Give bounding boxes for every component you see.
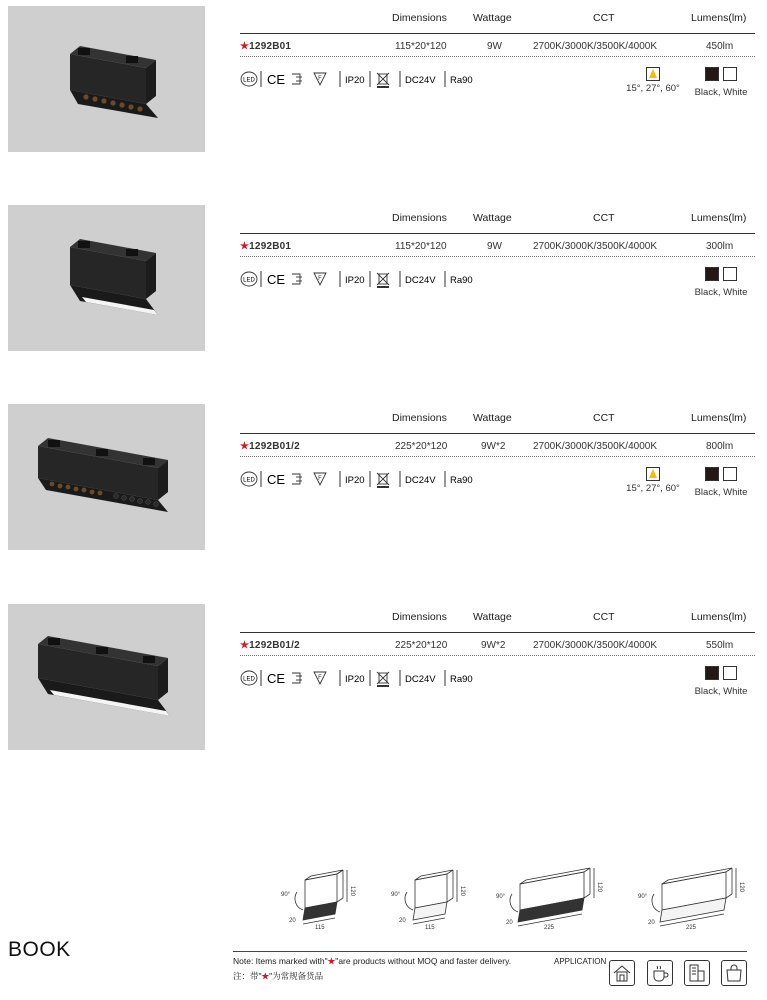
- voltage: DC24V: [405, 75, 436, 86]
- height-label: 120: [459, 886, 465, 897]
- office-icon: [684, 960, 710, 986]
- led-label: LED: [243, 77, 255, 84]
- led-icon: [241, 72, 257, 86]
- cri-rating: Ra90: [450, 475, 473, 486]
- angle-label: 90°: [496, 894, 506, 900]
- product-photo: [8, 205, 205, 351]
- white-swatch: [723, 267, 737, 281]
- width-label: 115: [425, 925, 435, 931]
- white-swatch: [723, 67, 737, 81]
- cert-row: [240, 468, 480, 490]
- header-lumens: Lumens(lm): [691, 412, 747, 424]
- color-options: [691, 467, 751, 498]
- ce-icon: CE: [267, 472, 286, 487]
- class-iii-icon: [292, 673, 302, 683]
- dimensions-value: 115*20*120: [395, 241, 447, 252]
- weee-bin-icon: [377, 473, 389, 487]
- header-cct: CCT: [593, 212, 615, 224]
- black-swatch: [705, 267, 719, 281]
- led-label: LED: [243, 676, 255, 683]
- black-swatch: [705, 666, 719, 680]
- led-label: LED: [243, 277, 255, 284]
- base-label: 20: [648, 920, 655, 926]
- cri-rating: Ra90: [450, 75, 473, 86]
- beam-angle-text: 15°, 27°, 60°: [626, 83, 680, 94]
- header-rule: [240, 233, 755, 234]
- star-icon: ★: [240, 441, 250, 452]
- angle-label: 90°: [638, 894, 648, 900]
- header-lumens: Lumens(lm): [691, 12, 747, 24]
- cert-row: [240, 667, 480, 689]
- spec-block-3: [240, 412, 755, 522]
- color-text: Black, White: [694, 686, 748, 697]
- black-swatch: [705, 67, 719, 81]
- wattage-value: 9W: [487, 41, 502, 52]
- beam-angle: [613, 467, 693, 494]
- star-icon: ★: [240, 640, 250, 651]
- cri-rating: Ra90: [450, 674, 473, 685]
- footer-note-cn: 注：带"★"为常规备货品: [233, 971, 324, 981]
- ip-rating: IP20: [345, 475, 365, 486]
- home-icon: [609, 960, 635, 986]
- spec-block-1: [240, 12, 755, 122]
- product-code: ★1292B01/2: [240, 640, 300, 651]
- product-code: ★1292B01: [240, 41, 292, 52]
- voltage: DC24V: [405, 674, 436, 685]
- dimensions-value: 225*20*120: [395, 640, 448, 651]
- dimension-diagram-4: [634, 862, 749, 932]
- color-text: Black, White: [694, 87, 748, 98]
- shop-icon: [721, 960, 747, 986]
- beam-angle-text: 15°, 27°, 60°: [626, 483, 680, 494]
- weee-bin-icon: [377, 73, 389, 87]
- svg-text:F: F: [318, 476, 322, 482]
- voltage: DC24V: [405, 475, 436, 486]
- lumens-value: 800lm: [706, 441, 734, 452]
- f-mark-icon: [314, 273, 326, 285]
- f-mark-icon: [314, 672, 326, 684]
- beam-angle-icon: [646, 467, 660, 481]
- wattage-value: 9W*2: [481, 441, 506, 452]
- header-wattage: Wattage: [473, 412, 512, 424]
- wattage-value: 9W*2: [481, 640, 506, 651]
- class-iii-icon: [292, 474, 302, 484]
- lumens-value: 450lm: [706, 41, 734, 52]
- lumens-value: 550lm: [706, 640, 734, 651]
- header-cct: CCT: [593, 412, 615, 424]
- led-icon: [241, 472, 257, 486]
- star-icon: ★: [240, 241, 250, 252]
- star-icon: ★: [327, 956, 336, 966]
- cct-value: 2700K/3000K/3500K/4000K: [533, 41, 657, 52]
- color-options: [691, 666, 751, 697]
- dotted-rule: [240, 256, 755, 257]
- color-text: Black, White: [694, 487, 748, 498]
- class-iii-icon: [292, 274, 302, 284]
- header-lumens: Lumens(lm): [691, 611, 747, 623]
- lumens-value: 300lm: [706, 241, 734, 252]
- ce-icon: CE: [267, 671, 286, 686]
- product-photo: [8, 6, 205, 152]
- angle-label: 90°: [281, 892, 291, 898]
- dimensions-value: 115*20*120: [395, 41, 447, 52]
- cct-value: 2700K/3000K/3500K/4000K: [533, 640, 657, 651]
- voltage: DC24V: [405, 275, 436, 286]
- header-dimensions: Dimensions: [392, 212, 447, 224]
- cert-row: [240, 268, 480, 290]
- color-text: Black, White: [694, 287, 748, 298]
- header-cct: CCT: [593, 12, 615, 24]
- svg-text:F: F: [318, 276, 322, 282]
- black-swatch: [705, 467, 719, 481]
- header-rule: [240, 632, 755, 633]
- ip-rating: IP20: [345, 674, 365, 685]
- application-label: APPLICATION: [554, 957, 607, 966]
- white-swatch: [723, 467, 737, 481]
- class-iii-icon: [292, 74, 302, 84]
- header-cct: CCT: [593, 611, 615, 623]
- height-label: 120: [349, 886, 355, 897]
- width-label: 115: [315, 925, 325, 931]
- svg-text:F: F: [318, 76, 322, 82]
- led-icon: [241, 272, 257, 286]
- product-photo: [8, 604, 205, 750]
- svg-text:F: F: [318, 675, 322, 681]
- color-options: [691, 67, 751, 98]
- header-wattage: Wattage: [473, 12, 512, 24]
- footer-note: Note: Items marked with"★"are products without MOQ and faster delivery.: [233, 956, 512, 966]
- coffee-icon: [647, 960, 673, 986]
- wattage-value: 9W: [487, 241, 502, 252]
- header-dimensions: Dimensions: [392, 12, 447, 24]
- ip-rating: IP20: [345, 275, 365, 286]
- cct-value: 2700K/3000K/3500K/4000K: [533, 241, 657, 252]
- header-rule: [240, 433, 755, 434]
- dotted-rule: [240, 56, 755, 57]
- base-label: 20: [289, 918, 296, 924]
- spec-block-4: [240, 611, 755, 721]
- product-photo: [8, 404, 205, 550]
- base-label: 20: [399, 918, 406, 924]
- height-label: 120: [596, 882, 602, 893]
- white-swatch: [723, 666, 737, 680]
- dimensions-value: 225*20*120: [395, 441, 448, 452]
- ce-icon: CE: [267, 72, 286, 87]
- product-code: ★1292B01: [240, 241, 292, 252]
- dimension-diagram-3: [492, 862, 607, 932]
- color-options: [691, 267, 751, 298]
- star-icon: ★: [261, 971, 270, 981]
- base-label: 20: [506, 920, 513, 926]
- product-code: ★1292B01/2: [240, 441, 300, 452]
- height-label: 120: [738, 882, 744, 893]
- brand-logo: BOOK: [8, 938, 71, 961]
- cert-row: [240, 68, 480, 90]
- star-icon: ★: [240, 41, 250, 52]
- beam-angle: [613, 67, 693, 94]
- header-rule: [240, 33, 755, 34]
- weee-bin-icon: [377, 273, 389, 287]
- beam-angle-icon: [646, 67, 660, 81]
- f-mark-icon: [314, 473, 326, 485]
- cct-value: 2700K/3000K/3500K/4000K: [533, 441, 657, 452]
- cri-rating: Ra90: [450, 275, 473, 286]
- header-lumens: Lumens(lm): [691, 212, 747, 224]
- spec-block-2: [240, 212, 755, 322]
- width-label: 225: [544, 925, 555, 931]
- header-dimensions: Dimensions: [392, 611, 447, 623]
- dotted-rule: [240, 655, 755, 656]
- footer-rule: [233, 951, 747, 952]
- led-icon: [241, 671, 257, 685]
- led-label: LED: [243, 477, 255, 484]
- angle-label: 90°: [391, 892, 401, 898]
- header-wattage: Wattage: [473, 611, 512, 623]
- ip-rating: IP20: [345, 75, 365, 86]
- dimension-diagram-2: [385, 862, 475, 932]
- dotted-rule: [240, 456, 755, 457]
- header-wattage: Wattage: [473, 212, 512, 224]
- width-label: 225: [686, 925, 697, 931]
- ce-icon: CE: [267, 272, 286, 287]
- dimension-diagram-1: [275, 862, 365, 932]
- weee-bin-icon: [377, 672, 389, 686]
- f-mark-icon: [314, 73, 326, 85]
- header-dimensions: Dimensions: [392, 412, 447, 424]
